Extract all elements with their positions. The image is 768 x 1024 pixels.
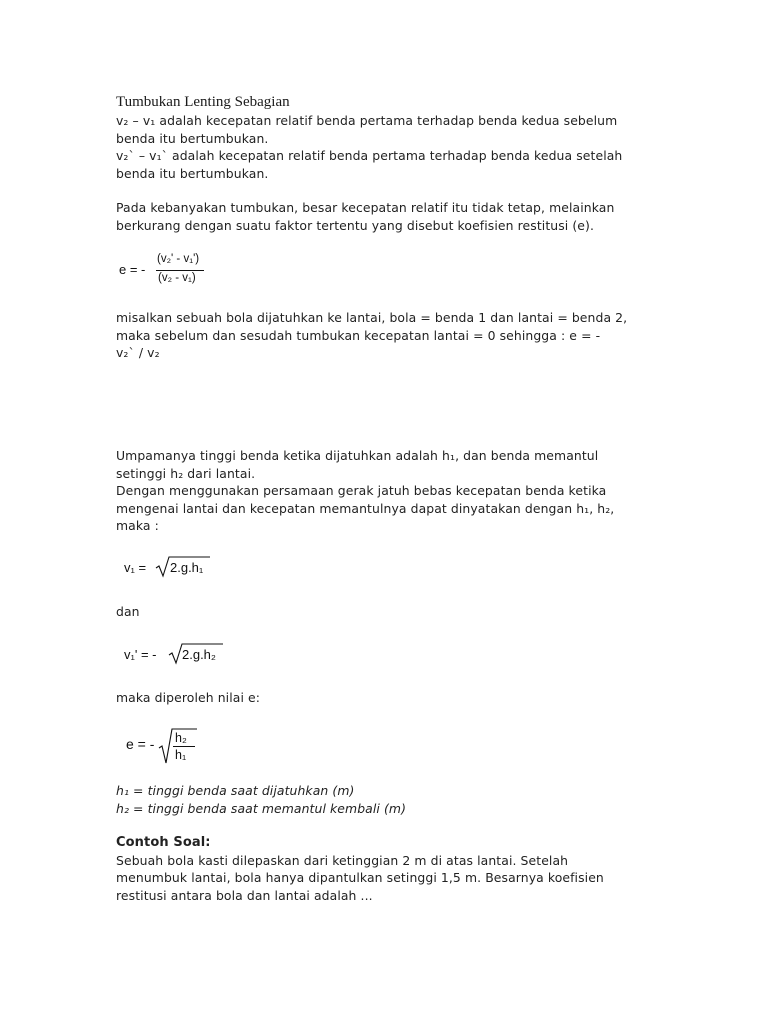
text-line: mengenai lantai dan kecepatan memantulnya dapat dinyatakan dengan h₁, h₂, — [116, 500, 615, 516]
formula-radicand: 2.g.h₁ — [170, 560, 204, 575]
text-line: Sebuah bola kasti dilepaskan dari ketinggian 2 m di atas lantai. Setelah — [116, 852, 569, 868]
text-line: Umpamanya tinggi benda ketika dijatuhkan adalah h₁, dan benda memantul — [116, 448, 599, 463]
formula-lhs: e = - — [126, 736, 155, 752]
formula-numerator: (v₂' - v₁') — [157, 253, 200, 265]
text-line: v₂ – v₁ adalah kecepatan relatif benda pertama terhadap benda kedua sebelum — [116, 113, 618, 128]
fraction-bar — [173, 746, 195, 747]
text-line: maka sebelum dan sesudah tumbukan kecepatan lantai = 0 sehingga : e = - — [116, 327, 601, 343]
text-line: benda itu bertumbukan. — [116, 165, 269, 181]
formula-radicand: 2.g.h₂ — [182, 647, 216, 662]
definition-h1: h₁ = tinggi benda saat dijatuhkan (m) — [116, 783, 355, 798]
dan-text: dan — [116, 604, 140, 619]
example-heading: Contoh Soal: — [116, 835, 211, 850]
formula-denominator: (v₂ - v₁) — [158, 272, 196, 284]
text-line: Pada kebanyakan tumbukan, besar kecepatan relatif itu tidak tetap, melainkan — [116, 200, 615, 215]
formula-lhs: e = - — [119, 262, 146, 277]
formula-numerator: h₂ — [175, 731, 187, 745]
page-title: Tumbukan Lenting Sebagian — [116, 94, 290, 110]
formula-denominator: h₁ — [175, 748, 187, 762]
ball-floor-paragraph — [116, 309, 627, 362]
result-intro-text: maka diperoleh nilai e: — [116, 690, 261, 705]
intro-paragraph — [116, 112, 622, 182]
example-section — [116, 834, 604, 904]
fraction-bar — [156, 270, 204, 271]
text-line: maka : — [116, 518, 159, 533]
text-line: Dengan menggunakan persamaan gerak jatuh bebas kecepatan benda ketika — [116, 483, 607, 498]
definition-h2: h₂ = tinggi benda saat memantul kembali (m) — [116, 800, 407, 816]
formula-lhs: v₁' = - — [124, 647, 157, 662]
height-paragraph — [116, 447, 614, 535]
restitution-paragraph — [116, 199, 614, 234]
text-line: misalkan sebuah bola dijatuhkan ke lantai, bola = benda 1 dan lantai = benda 2, — [116, 310, 628, 325]
text-line: berkurang dengan suatu faktor tertentu yang disebut koefisien restitusi (e). — [116, 217, 594, 233]
text-line: v₂` – v₁` adalah kecepatan relatif benda pertama terhadap benda kedua setelah — [116, 148, 623, 163]
text-line: setinggi h₂ dari lantai. — [116, 465, 256, 481]
definitions — [116, 782, 406, 817]
text-line: menumbuk lantai, bola hanya dipantulkan setinggi 1,5 m. Besarnya koefisien — [116, 870, 604, 885]
text-line: benda itu bertumbukan. — [116, 130, 269, 146]
text-line: restitusi antara bola dan lantai adalah ... — [116, 887, 373, 903]
formula-lhs: v₁ = — [124, 560, 147, 575]
text-line: v₂` / v₂ — [116, 345, 160, 360]
